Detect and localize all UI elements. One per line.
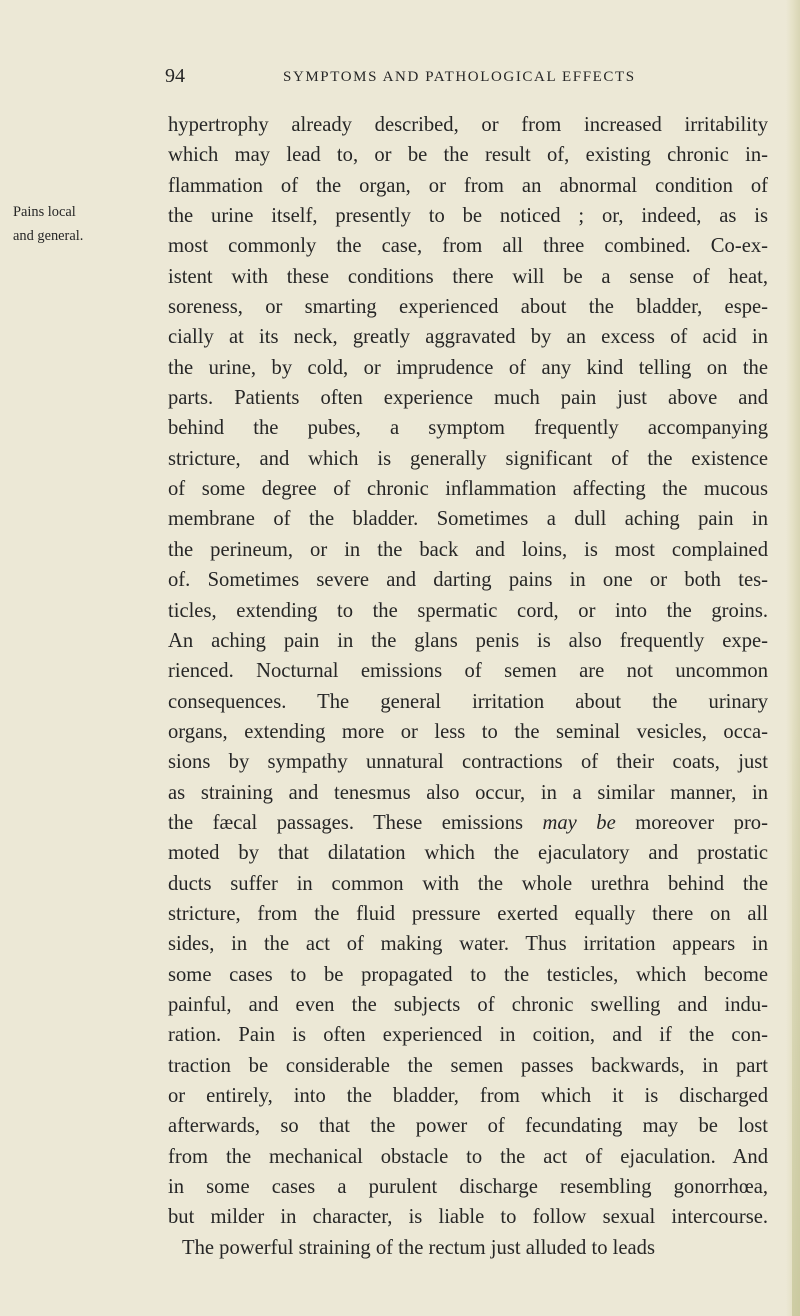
text-line: parts. Patients often experience much pain just above and bbox=[168, 387, 768, 410]
text-segment: moreover pro- bbox=[635, 811, 768, 834]
text-line: ducts suffer in common with the whole urethra behind the bbox=[168, 872, 768, 895]
text-line: rienced. Nocturnal emissions of semen are not uncommon bbox=[168, 660, 768, 683]
text-line: ration. Pain is often experienced in coition, and if the con- bbox=[168, 1024, 768, 1047]
text-line: membrane of the bladder. Sometimes a dull aching pain in bbox=[168, 508, 768, 531]
italic-phrase: may be bbox=[542, 811, 616, 834]
body-text bbox=[168, 110, 768, 1263]
text-line: behind the pubes, a symptom frequently accompanying bbox=[168, 417, 768, 440]
text-line: afterwards, so that the power of fecundating may be lost bbox=[168, 1115, 768, 1138]
text-line: istent with these conditions there will be a sense of heat, bbox=[168, 265, 768, 288]
text-line: most commonly the case, from all three combined. Co-ex- bbox=[168, 235, 768, 258]
text-line: of. Sometimes severe and darting pains in one or both tes- bbox=[168, 569, 768, 592]
text-line: sides, in the act of making water. Thus irritation appears in bbox=[168, 933, 768, 956]
text-line: of some degree of chronic inflammation affecting the mucous bbox=[168, 478, 768, 501]
text-line: from the mechanical obstacle to the act of ejaculation. And bbox=[168, 1145, 768, 1168]
margin-note-line: Pains local bbox=[13, 204, 76, 220]
text-line: but milder in character, is liable to follow sexual intercourse. bbox=[168, 1206, 768, 1229]
text-line: consequences. The general irritation about the urinary bbox=[168, 690, 768, 713]
text-line: painful, and even the subjects of chronic swelling and indu- bbox=[168, 993, 768, 1016]
text-line: ticles, extending to the spermatic cord, or into the groins. bbox=[168, 599, 768, 622]
text-line: as straining and tenesmus also occur, in a similar manner, in bbox=[168, 781, 768, 804]
text-line: An aching pain in the glans penis is also frequently expe- bbox=[168, 629, 768, 652]
text-line: which may lead to, or be the result of, existing chronic in- bbox=[168, 144, 768, 167]
text-line: The powerful straining of the rectum just alluded to leads bbox=[182, 1236, 655, 1259]
text-line: flammation of the organ, or from an abnormal condition of bbox=[168, 174, 768, 197]
text-line: hypertrophy already described, or from increased irritability bbox=[168, 114, 768, 136]
text-line-with-italic bbox=[168, 808, 768, 838]
margin-note-line: and general. bbox=[13, 228, 84, 244]
text-line: moted by that dilatation which the ejaculatory and prostatic bbox=[168, 842, 768, 865]
text-line: in some cases a purulent discharge resembling gonorrhœa, bbox=[168, 1176, 768, 1199]
text-line: stricture, from the fluid pressure exerted equally there on all bbox=[168, 902, 768, 925]
text-line: some cases to be propagated to the testicles, which become bbox=[168, 963, 768, 986]
margin-note bbox=[13, 200, 151, 248]
page-edge-shadow bbox=[792, 700, 800, 1316]
text-line: sions by sympathy unnatural contractions of their coats, just bbox=[168, 751, 768, 774]
text-line: the urine itself, presently to be noticed ; or, indeed, as is bbox=[168, 205, 768, 228]
text-line: the urine, by cold, or imprudence of any kind telling on the bbox=[168, 356, 768, 379]
text-line: or entirely, into the bladder, from which it is discharged bbox=[168, 1085, 768, 1107]
text-line: cially at its neck, greatly aggravated by an excess of acid in bbox=[168, 326, 768, 349]
running-head bbox=[165, 64, 783, 88]
text-line: stricture, and which is generally significant of the existence bbox=[168, 447, 768, 470]
page-number: 94 bbox=[165, 65, 185, 87]
running-title: SYMPTOMS AND PATHOLOGICAL EFFECTS bbox=[283, 69, 636, 85]
text-line: the perineum, or in the back and loins, is most complained bbox=[168, 538, 768, 561]
text-line: soreness, or smarting experienced about the bladder, espe- bbox=[168, 296, 768, 319]
text-segment: the fæcal passages. These emissions bbox=[168, 811, 523, 834]
text-line: organs, extending more or less to the seminal vesicles, occa- bbox=[168, 720, 768, 743]
text-line: traction be considerable the semen passes backwards, in part bbox=[168, 1054, 768, 1077]
